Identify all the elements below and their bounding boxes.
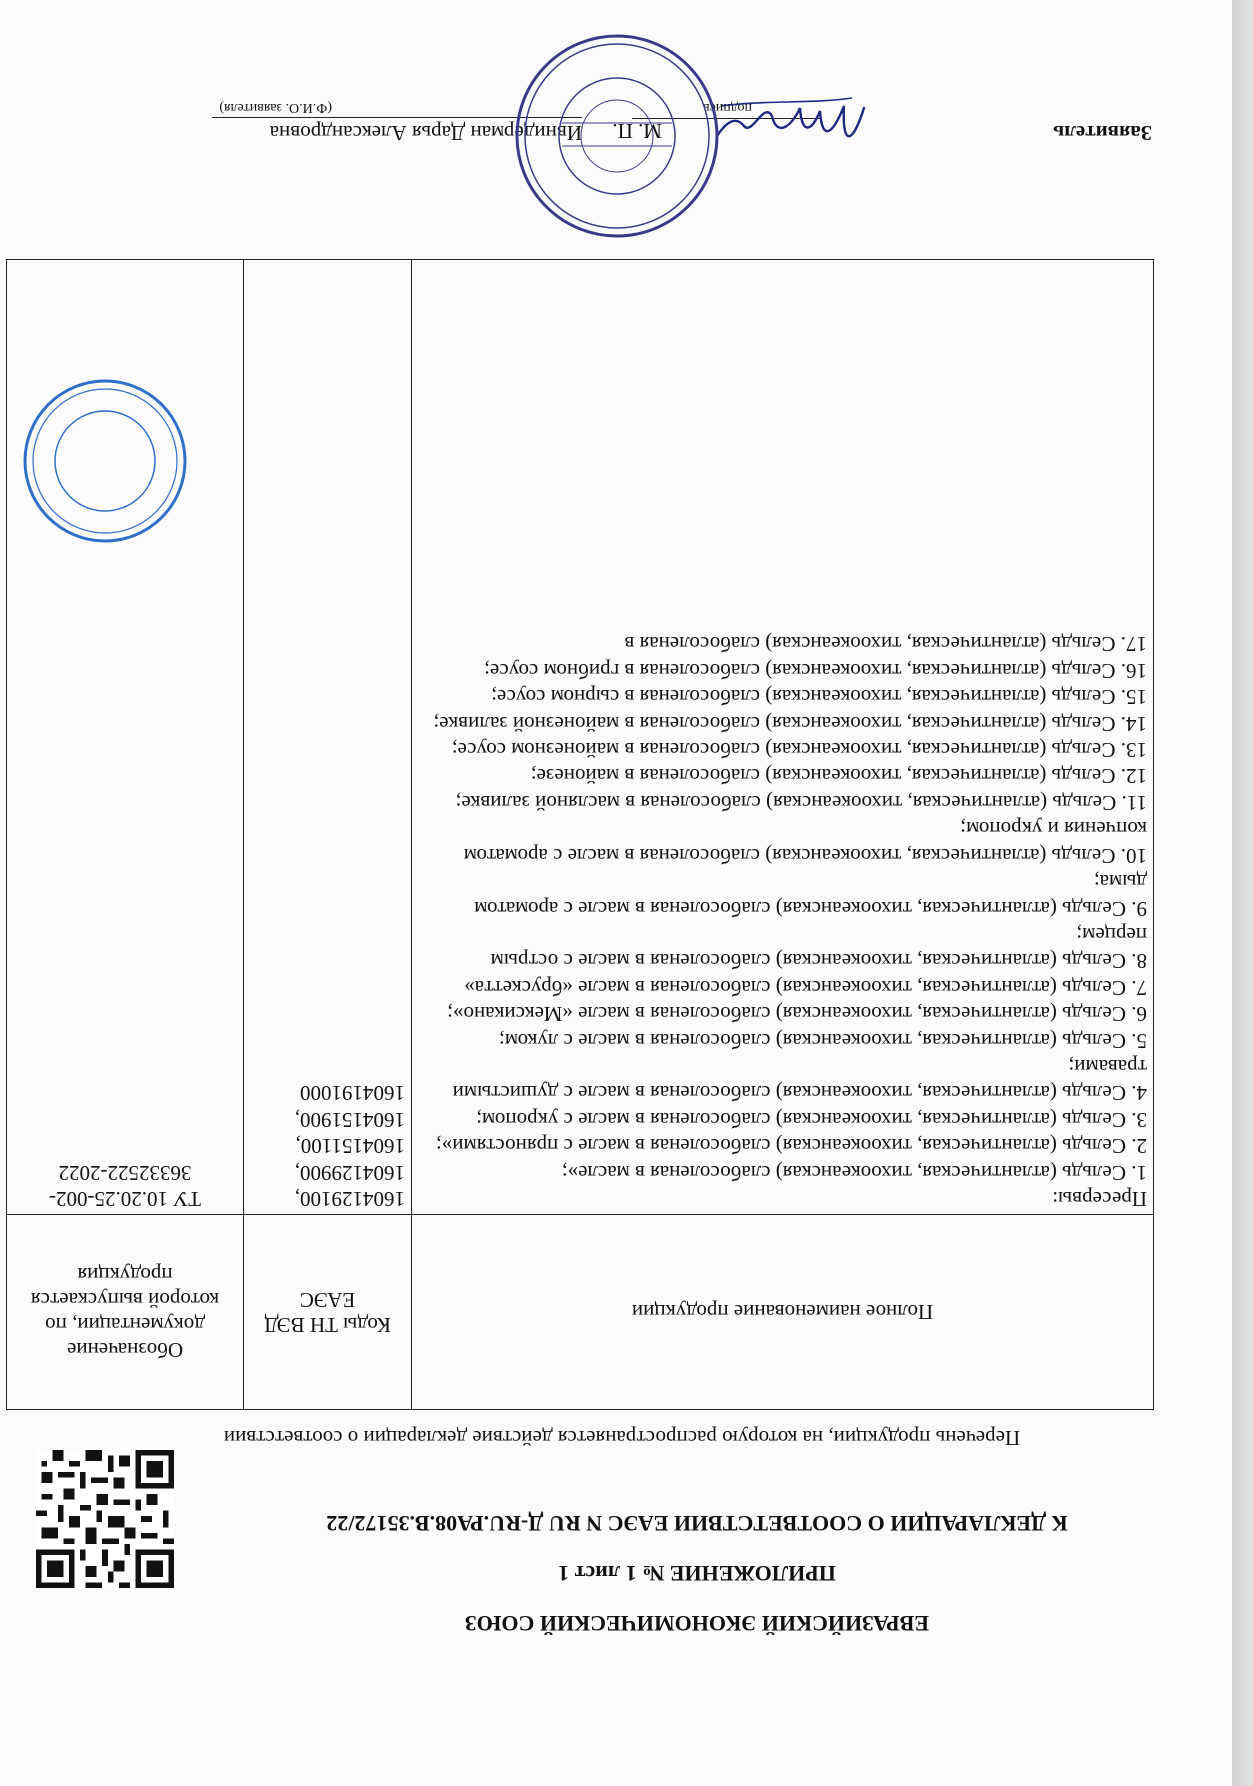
list-item: 7. Сельдь (атлантическая, тихоокеанская) слабосоленая в масле «брускетта» [464, 975, 1147, 1000]
seal-place-mark: М. П. [612, 119, 662, 143]
qr-code [36, 1450, 174, 1588]
appendix-title: ПРИЛОЖЕНИЕ № 1 лист 1 [558, 1561, 836, 1586]
table-header-row [7, 1215, 1154, 1410]
certificate-stamp [20, 376, 190, 546]
company-seal [512, 31, 722, 241]
hs-code: 1604151100, [295, 1134, 406, 1159]
intro-text: Перечень продукции, на которую распространяется действие декларации о соответствии [223, 1426, 1021, 1450]
handwritten-signature [712, 86, 872, 156]
product-list-cell [412, 260, 1154, 1215]
hs-code: 1604151900, [294, 1107, 406, 1132]
applicant-name: Ивнидерман Дарья Александровна [212, 117, 582, 145]
union-title: ЕВРАЗИЙСКИЙ ЭКОНОМИЧЕСКИЙ СОЮЗ [464, 1611, 930, 1636]
list-item: 11. Сельдь (атлантическая, тихоокеанская) слабосоленая в масляной заливке; [455, 790, 1147, 815]
header-hs-codes: Коды ТН ВЭД ЕАЭС [244, 1215, 412, 1410]
declaration-title: К ДЕКЛАРАЦИИ О СООТВЕТСТВИИ ЕАЭС N RU Д-RU.РА08.В.35172/22 [326, 1511, 1068, 1536]
document-header [232, 1498, 1162, 1648]
group-title: Пресервы: [1052, 1187, 1147, 1211]
list-item: 5. Сельдь (атлантическая, тихоокеанская) слабосоленая в масле с луком; [498, 1028, 1147, 1053]
name-caption: (Ф.И.О. заявителя) [219, 100, 332, 115]
list-item: 3. Сельдь (атлантическая, тихоокеанская) слабосоленая в масле с укропом; [476, 1107, 1147, 1132]
doc-line: 36332522-2022 [58, 1160, 192, 1185]
list-item: 17. Сельдь (атлантическая, тихоокеанская) слабосоленая в [624, 632, 1147, 657]
hs-code: 1604191000 [300, 1081, 406, 1106]
list-item: 6. Сельдь (атлантическая, тихоокеанская) слабосоленая в масле «Мексикано»; [447, 1002, 1147, 1027]
applicant-label: Заявитель [1053, 121, 1152, 145]
hs-code: 1604129100, [294, 1187, 406, 1211]
list-item: 12. Сельдь (атлантическая, тихоокеанская) слабосоленая в майонезе; [530, 764, 1147, 789]
list-item: 10. Сельдь (атлантическая, тихоокеанская) слабосоленая в масле с ароматом копчения и укропом; [463, 817, 1147, 868]
doc-line: ТУ 10.20.25-002- [49, 1187, 201, 1211]
list-item: 16. Сельдь (атлантическая, тихоокеанская) слабосоленая в грибном соусе; [484, 658, 1147, 683]
header-product-name: Полное наименование продукции [412, 1215, 1154, 1410]
signature-caption: подпись [703, 100, 752, 115]
hs-codes-cell [244, 260, 412, 1215]
list-item: 13. Сельдь (атлантическая, тихоокеанская) слабосоленая в майонезном соусе; [451, 738, 1147, 763]
hs-code: 1604129900, [294, 1160, 406, 1185]
list-item: 2. Сельдь (атлантическая, тихоокеанская) слабосоленая в масле с пряностями»; [435, 1134, 1147, 1159]
list-item: 1. Сельдь (атлантическая, тихоокеанская) слабосоленая в масле»; [561, 1160, 1147, 1185]
scan-edge [1232, 0, 1253, 1786]
list-item: 15. Сельдь (атлантическая, тихоокеанская) слабосоленая в сырном соусе; [491, 685, 1147, 710]
header-documentation: Обозначение документации, по которой выпускается продукция [7, 1215, 244, 1410]
list-item: 4. Сельдь (атлантическая, тихоокеанская) слабосоленая в масле с душистыми травами; [452, 1054, 1147, 1106]
list-item: 14. Сельдь (атлантическая, тихоокеанская) слабосоленая в майонезной заливке; [433, 711, 1147, 736]
list-item: 9. Сельдь (атлантическая, тихоокеанская) слабосоленая в масле с ароматом дыма; [474, 870, 1147, 921]
list-item: 8. Сельдь (атлантическая, тихоокеанская) слабосоленая в масле с острым перцем; [490, 922, 1147, 974]
